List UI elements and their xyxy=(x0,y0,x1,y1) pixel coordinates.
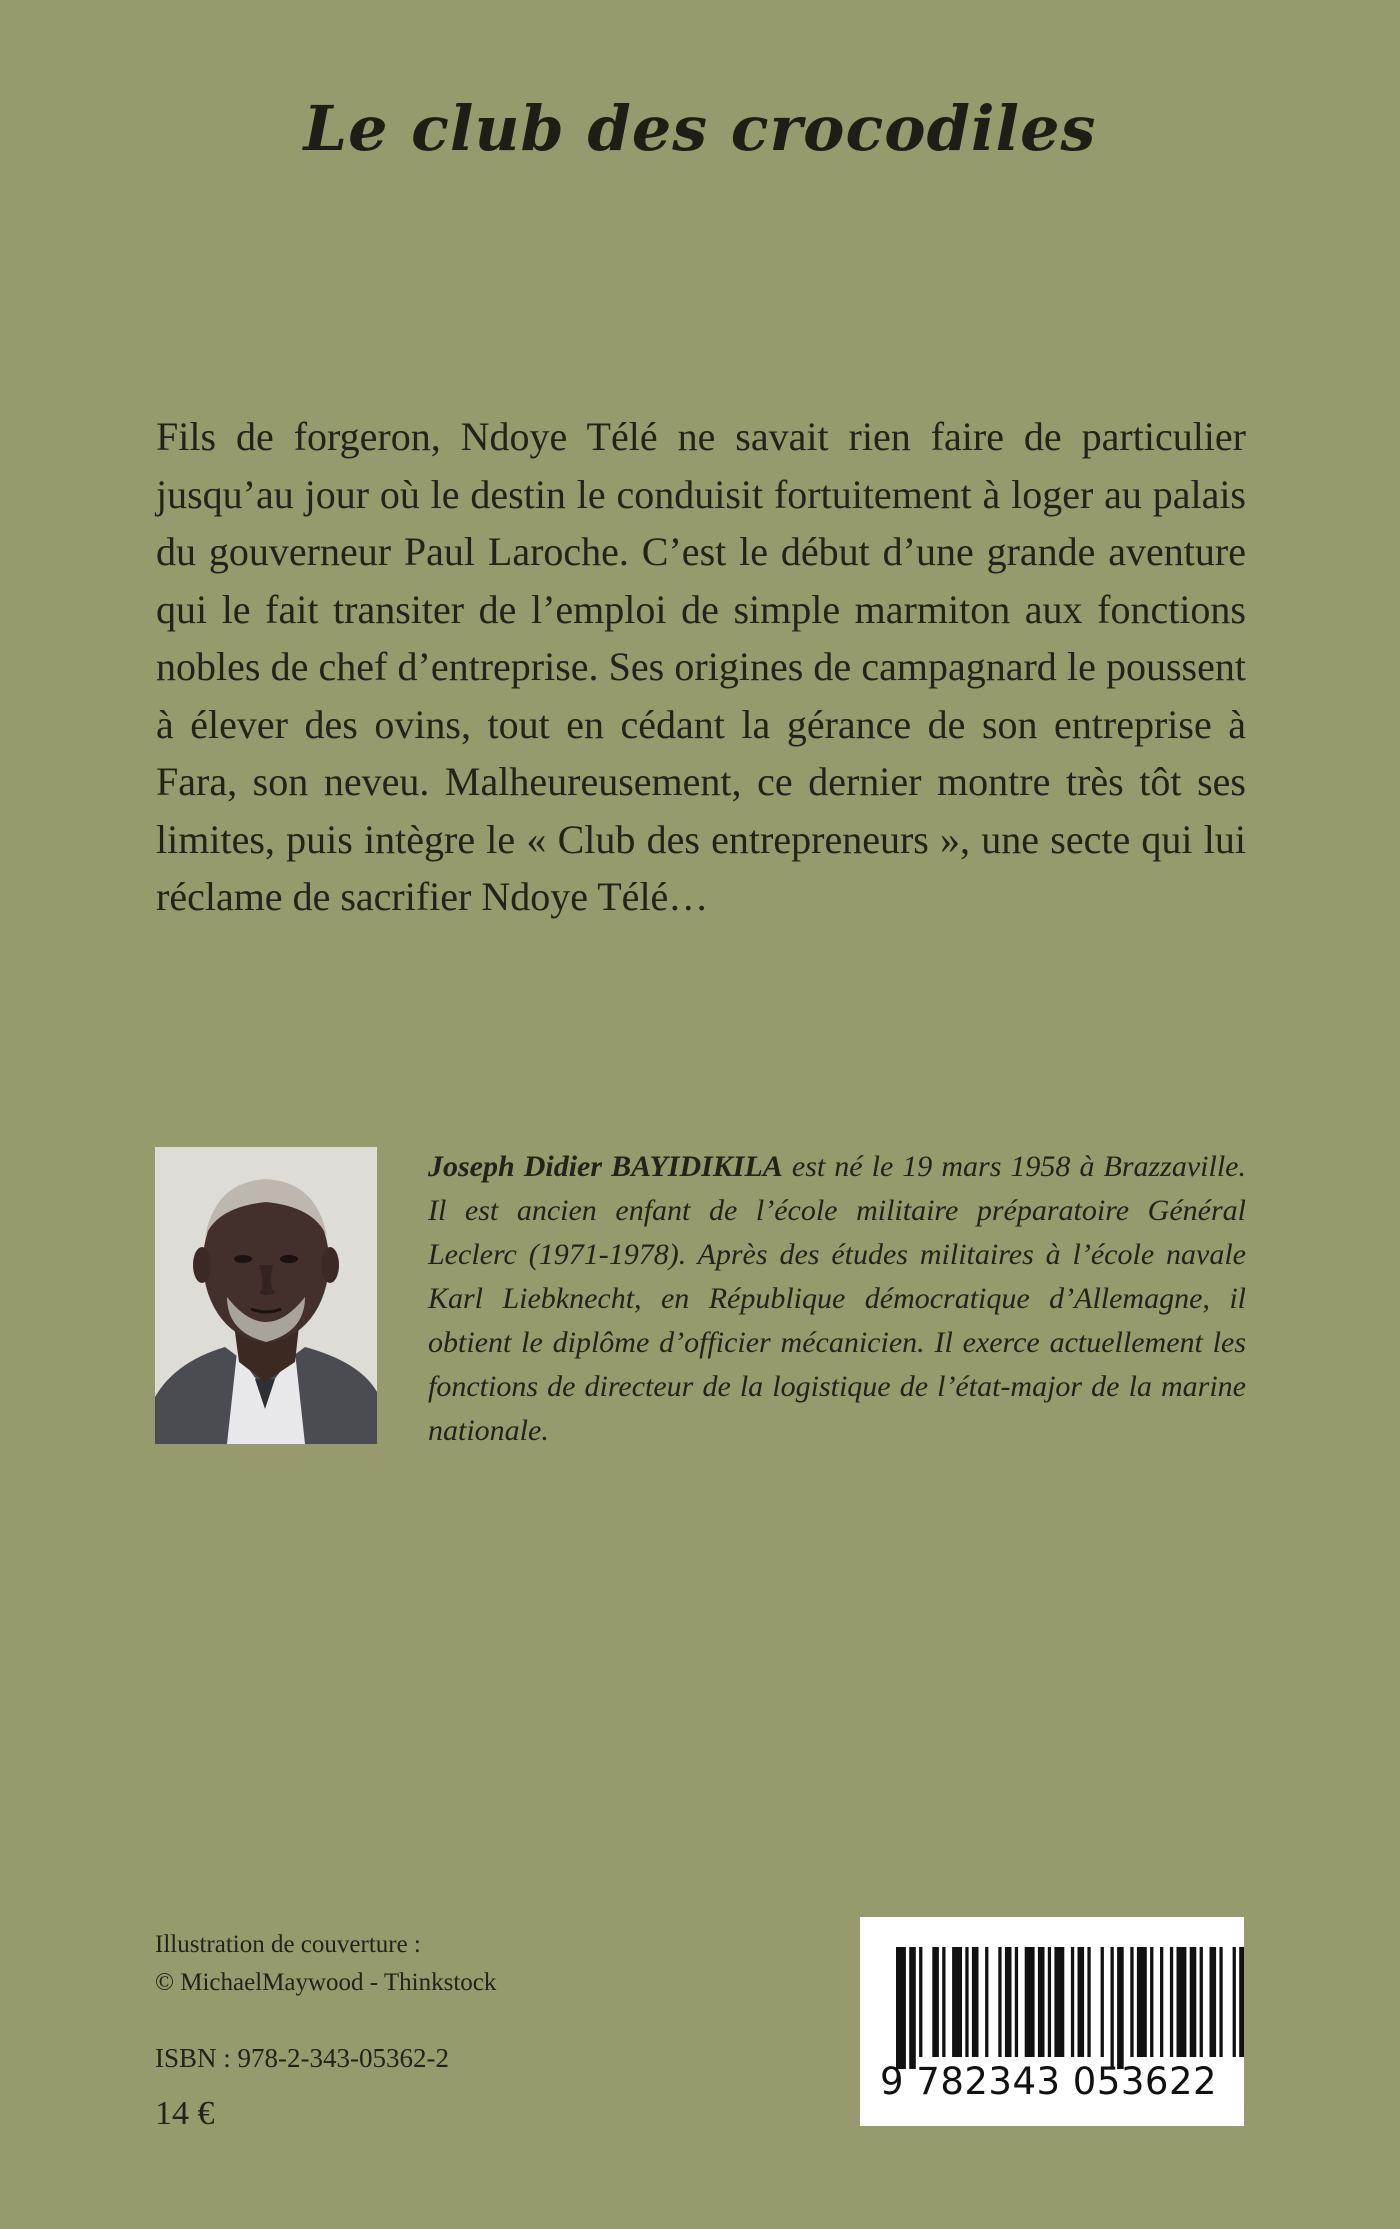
book-summary: Fils de forgeron, Ndoye Télé ne savait rien faire de particulier jusqu’au jour où le destin le conduisit fortuitement à loger au palais du gouverneur Paul Laroche. C’est le début d’une grande aventure qui le fait transiter de l’emploi de simple marmiton aux fonctions nobles de chef d’entreprise. Ses origines de campagnard le poussent à élever des ovins, tout en cédant la gérance de son entreprise à Fara, son neveu. Malheureusement, ce dernier montre très tôt ses limites, puis intègre le « Club des entrepreneurs », une secte qui lui réclame de sacrifier Ndoye Télé… xyxy=(156,414,1246,919)
barcode-bar xyxy=(1239,1947,1244,2057)
barcode-digits: 9 782343 053622 xyxy=(880,2060,1218,2103)
barcode-bar xyxy=(952,1947,962,2057)
credit-label: Illustration de couverture : xyxy=(155,1931,421,1958)
barcode-bar xyxy=(1210,1947,1217,2057)
barcode-bar xyxy=(998,1947,1001,2057)
barcode-bar xyxy=(1160,1947,1163,2057)
cover-credit xyxy=(155,1926,496,2002)
barcode-bar xyxy=(965,1947,968,2057)
barcode-bar xyxy=(909,1947,916,2069)
barcode-bar xyxy=(1111,1947,1114,2069)
barcode-bar xyxy=(919,1947,922,2057)
credit-value: © MichaelMaywood - Thinkstock xyxy=(155,1969,497,1996)
barcode-bar xyxy=(1087,1947,1090,2057)
price: 14 € xyxy=(155,2095,215,2132)
barcode-bar xyxy=(1005,1947,1012,2057)
barcode-bar xyxy=(1078,1947,1085,2057)
barcode-bar xyxy=(1101,1947,1104,2057)
barcode xyxy=(860,1917,1244,2126)
barcode-bar xyxy=(1200,1947,1203,2057)
barcode-bar xyxy=(1048,1947,1051,2057)
barcode-bar xyxy=(1054,1947,1064,2057)
barcode-bar xyxy=(1025,1947,1035,2057)
barcode-bar xyxy=(1038,1947,1045,2057)
barcode-bar xyxy=(942,1947,945,2057)
barcode-bar xyxy=(1177,1947,1187,2057)
barcode-bar xyxy=(985,1947,988,2057)
barcode-bar xyxy=(1219,1947,1222,2057)
barcode-bar xyxy=(1130,1947,1133,2057)
barcode-bar xyxy=(896,1947,906,2069)
author-bio xyxy=(428,1145,1246,1453)
barcode-bar xyxy=(1015,1947,1018,2057)
author-bio-text: est né le 19 mars 1958 à Brazzaville. Il est ancien enfant de l’école militaire préparatoire Général Leclerc (1971-1978). Après des études militaires à l’école navale Karl Liebknecht, en République démocratique d’Allemagne, il obtient le diplôme d’officier mécanicien. Il exerce actuellement les fonctions de directeur de la logistique de l’état-major de la marine nationale. xyxy=(428,1150,1246,1447)
barcode-bar xyxy=(932,1947,939,2057)
barcode-bar xyxy=(972,1947,979,2057)
barcode-bar xyxy=(1117,1947,1124,2069)
author-photo xyxy=(155,1147,377,1444)
barcode-bar xyxy=(1233,1947,1236,2057)
barcode-bar xyxy=(1150,1947,1153,2057)
barcode-bar xyxy=(1190,1947,1197,2057)
book-title: Le club des crocodiles xyxy=(303,92,1097,165)
barcode-bar xyxy=(1137,1947,1147,2057)
barcode-bar xyxy=(1071,1947,1074,2057)
isbn: ISBN : 978-2-343-05362-2 xyxy=(155,2043,449,2073)
barcode-bar xyxy=(1170,1947,1173,2057)
author-name: Joseph Didier BAYIDIKILA xyxy=(428,1150,783,1183)
